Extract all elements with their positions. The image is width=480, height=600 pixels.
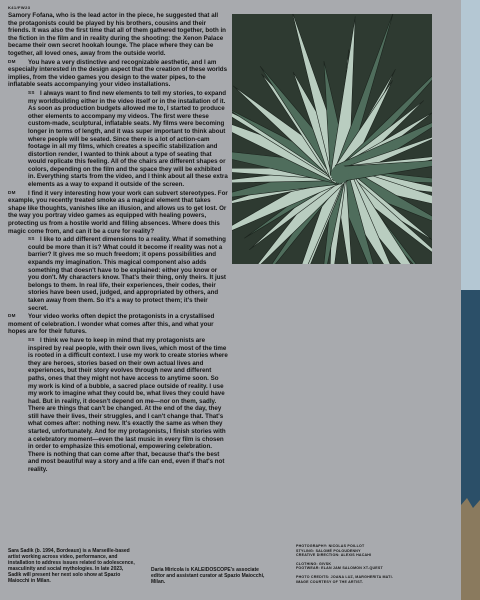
interview-paragraph	[8, 189, 228, 236]
agave-photo	[232, 14, 432, 264]
interview-paragraph	[8, 312, 228, 336]
interview-paragraph	[8, 336, 228, 474]
paragraph-text: I find it very interesting how your work can subvert stereotypes. For example, you recently treated smoke as a magical element that takes shape like thoughts, vanishes like an illusion, and allows us to get lost. Or the way you portray video games as equipped with healing powers, protecting us from a hostile world and filling absences. Where does this magic come from, and can it be a cure for reality?	[8, 189, 228, 235]
editor-note: Daria Miricola is KALEIDOSCOPE's associate editor and assistant curator at Spazio Maiocchi, Milan.	[151, 567, 265, 586]
paragraph-text: I think we have to keep in mind that my protagonists are inspired by real people, with their own lives, which most of the time is rooted in a difficult context. I use my work to create stories where they are heroes, stories based on their own actual lives and experiences, but their story evolves through new and different paths, ones that they might not have access to anytime soon. So my work is kind of a bubble, a sacred place outside of reality. I use my work to imagine what they could be, what lives they could have had. But in reality, it doesn't depend on me—nor on them, sadly. There are things that can't be changed. At the end of the day, they still have their lives, their struggles, and I can't change that. That's what comes after: nothing new. It's exactly the same as when they started, unfortunately. And for my protagonists, I finish stories with a celebratory moment—even the last music in every film is chosen in order to emphasize this emotional, empowering celebration. There is nothing that can come after that, because that's the best and most beautiful way a story and a life can end, even if that's not reality.	[28, 336, 228, 474]
credit-group	[296, 562, 446, 571]
paragraph-text: I always want to find new elements to tell my stories, to expand my worldbuilding either in the video itself or in the installation of it. As soon as production budgets allowed me to, I started to produce other elements to accompany my videos. The first were these custom-made, sculptural, inflatable seats. My films were becoming longer in terms of length, and it was super important to think about where people will be seated. Since there is a lot of action-cam footage in all my films, which creates a specific stabilization and distortion render, I wanted to think about a type of seating that would replicate this feeling. All of the chairs are different shapes or colors, depending on the film and the space they will be exhibited in. Everything starts from the video, and I think about all these extra elements as a way to expand it outside of the screen.	[28, 89, 228, 189]
credit-line: CLOTHING: GIVSK	[296, 561, 332, 566]
interview-paragraph	[8, 235, 228, 312]
paragraph-text: Samory Fofana, who is the lead actor in the piece, he suggested that all the protagonists could be played by his brothers, cousins and their friends. It was also the first time that all of them gathered together, both in the fiction in the film and in reality during the shooting: the Xenon Palace became their own secret hookah lounge. The place where they can be together, all loved ones, away from the outside world.	[8, 12, 226, 57]
interview-text	[8, 12, 228, 474]
speaker-tag: SS	[28, 236, 35, 242]
credit-line: STYLING: SALOMÉ POLOUDENNY	[296, 548, 361, 553]
credit-group	[296, 544, 446, 558]
credit-line: CREATIVE DIRECTION: ALEXIS HACAHI	[296, 553, 372, 558]
paragraph-text: I like to add different dimensions to a reality. What if something could be more than it is? What could it become if reality was not a barrier? It gives me so much freedom; it opens possibilities and expands my imagination. This magical component also adds something that doesn't have to be explained: either you know or you don't. My characters know. That's their thing, only theirs. It just belongs to them. In real life, their experiences, their codes, their stories have been used, judged, and appropriated by others, and taken away from them. So it's a way to protect them; it's their secret.	[28, 236, 226, 312]
page-code: K41/FW23	[8, 5, 31, 10]
speaker-tag: SS	[28, 89, 35, 95]
photo-credits	[296, 544, 446, 588]
paragraph-text: Your video works often depict the protagonists in a crystallised moment of celebration. I wonder what comes after this, and what your hopes are for their futures.	[8, 313, 215, 336]
adjacent-page-seascape	[461, 0, 480, 600]
agave-plant-image	[232, 14, 432, 264]
artist-bio: Sara Sadik (b. 1994, Bordeaux) is a Marseille-based artist working across video, performance, and installation to address issues related to adolescence, masculinity and social mythologies. In late 2023, Sadik will present her next solo show at Spazio Maiocchi in Milan.	[8, 548, 135, 585]
paragraph-text: You have a very distinctive and recognizable aesthetic, and I am especially interested in the design aspect that the creation of these worlds implies, from the video games you design to the water pipes, to the inflatable seats accompanying your video installations.	[8, 58, 228, 89]
credit-line: FOOTWEAR: ELAN JAM SALOMON XT-QUEST	[296, 566, 383, 571]
credit-line: PHOTO CREDITS: JOANA LUZ, MARGHERITA MATI.	[296, 574, 393, 579]
speaker-tag: SS	[28, 336, 35, 342]
credit-line: PHOTOGRAPHY: NICOLAS POILLOT	[296, 544, 365, 548]
seascape-image	[461, 0, 480, 600]
speaker-tag: DM	[8, 189, 16, 195]
credit-line: IMAGE COURTESY OF THE ARTIST.	[296, 579, 364, 584]
speaker-tag: DM	[8, 58, 16, 64]
speaker-tag: DM	[8, 313, 16, 319]
interview-paragraph	[8, 12, 228, 58]
credit-group	[296, 575, 446, 584]
interview-paragraph	[8, 89, 228, 189]
interview-paragraph	[8, 58, 228, 89]
